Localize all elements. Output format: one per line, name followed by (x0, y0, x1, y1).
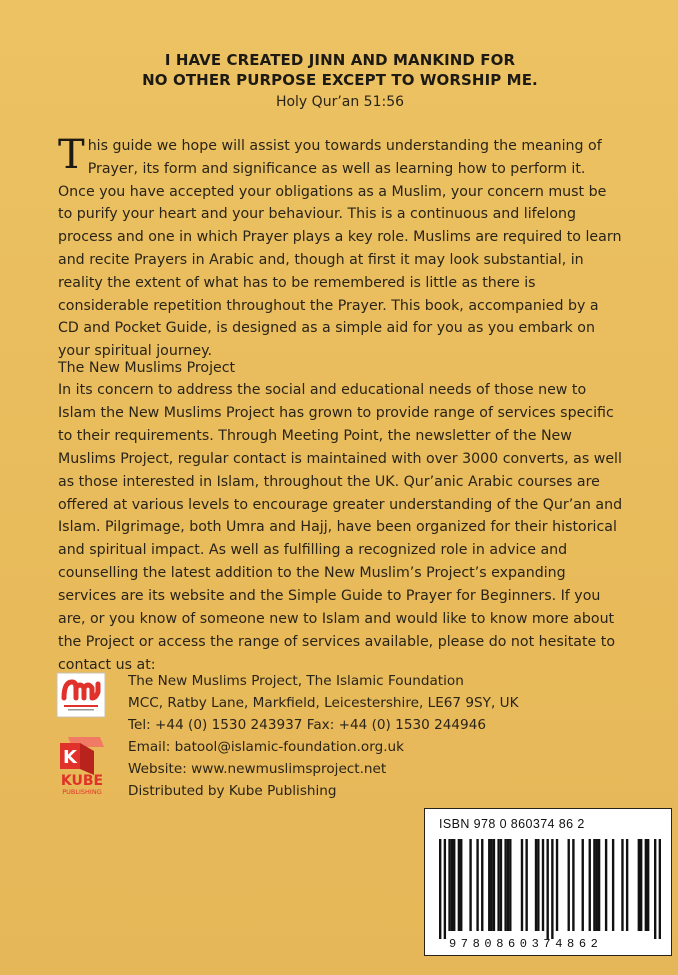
barcode-bar (568, 839, 570, 931)
barcode-bar (645, 839, 647, 931)
contact-distributor: Distributed by Kube Publishing (128, 783, 337, 799)
drop-cap: T (58, 132, 85, 178)
barcode-digits: 9780860374862 (449, 937, 603, 951)
barcode-bar (490, 839, 492, 931)
barcode-bar (439, 839, 441, 939)
barcode-bar (537, 839, 539, 931)
project-heading: The New Muslims Project (58, 360, 236, 376)
contact-block (128, 670, 548, 802)
barcode-bar (638, 839, 640, 931)
barcode-bar (504, 839, 506, 931)
barcode-bar (493, 839, 495, 931)
barcode-bar (525, 839, 527, 931)
barcode-bar (654, 839, 656, 939)
kube-letter: K (63, 747, 77, 768)
kube-sub: PUBLISHING (62, 788, 102, 796)
barcode-bar (647, 839, 649, 931)
contact-org: The New Muslims Project, The Islamic Foundation (128, 673, 464, 689)
barcode-bar (551, 839, 553, 939)
contact-phone: Tel: +44 (0) 1530 243937 Fax: +44 (0) 1530 244946 (128, 717, 486, 733)
barcode-bar (605, 839, 607, 931)
contact-email: Email: batool@islamic-foundation.org.uk (128, 739, 405, 755)
quote-line-1: I HAVE CREATED JINN AND MANKIND FOR (164, 51, 516, 69)
barcode-bar (582, 839, 584, 931)
barcode-bar (521, 839, 523, 931)
intro-text: his guide we hope will assist you towards understanding the meaning of Prayer, its form and significance as well as learning how to perform it. Once you have accepted your obligations as a Muslim, your concern must be to purify your heart and your behaviour. This is a continuous and lifelong process and one in which Prayer plays a key role. Muslims are required to learn and recite Prayers in Arabic and, though at first it may look substantial, in reality the extent of what has to be remembered is little as there is considerable repetition throughout the Prayer. This book, accompanied by a CD and Pocket Guide, is designed as a simple aid for you as you embark on your spiritual journey. (58, 138, 622, 360)
barcode-bar (589, 839, 591, 931)
barcode-bar (659, 839, 661, 939)
quote-reference: Holy Qur’an 51:56 (275, 94, 405, 110)
isbn-label: ISBN 978 0 860374 86 2 (439, 817, 585, 831)
kube-name: KUBE (60, 773, 104, 789)
isbn-barcode-box (424, 808, 672, 956)
barcode-bar (448, 839, 450, 931)
barcode-bar (451, 839, 453, 931)
barcode-bar (621, 839, 623, 931)
barcode-bar (542, 839, 544, 931)
barcode (439, 839, 661, 939)
barcode-bar (453, 839, 455, 931)
kube-publishing-logo (54, 735, 110, 797)
barcode-bar (488, 839, 490, 931)
barcode-bar (596, 839, 598, 931)
barcode-bar (458, 839, 460, 931)
intro-paragraph (58, 132, 623, 363)
barcode-bar (500, 839, 502, 931)
barcode-bar (556, 839, 558, 931)
contact-website: Website: www.newmuslimsproject.net (128, 761, 387, 777)
contact-address: MCC, Ratby Lane, Markfield, Leicestershire, LE67 9SY, UK (128, 695, 519, 711)
barcode-bar (626, 839, 628, 931)
barcode-bar (572, 839, 574, 931)
barcode-bar (509, 839, 511, 931)
barcode-bar (444, 839, 446, 939)
quote-line-2: NO OTHER PURPOSE EXCEPT TO WORSHIP ME. (142, 71, 538, 89)
barcode-bar (546, 839, 548, 939)
barcode-bar (598, 839, 600, 931)
barcode-bar (593, 839, 595, 931)
barcode-bar (497, 839, 499, 931)
barcode-bar (612, 839, 614, 931)
barcode-bar (469, 839, 471, 931)
barcode-bar (460, 839, 462, 931)
quran-quote (80, 50, 600, 112)
barcode-bar (507, 839, 509, 931)
barcode-bar (535, 839, 537, 931)
barcode-bar (640, 839, 642, 931)
barcode-bar (476, 839, 478, 931)
project-paragraph: In its concern to address the social and educational needs of those new to Islam the New Muslims Project has grown to provide range of services specific to their requirements. Through Meeting Point, the newsletter of the New Muslims Project, regular contact is maintained with over 3000 converts, as well as those interested in Islam, throughout the UK. Qur’anic Arabic courses are offered at various levels to encourage greater understanding of the Qur’an and Islam. Pilgrimage, both Umra and Hajj, have been organized for their historical and spiritual impact. As well as fulfilling a recognized role in advice and counselling the latest addition to the New Muslim’s Project’s expanding services are its website and the Simple Guide to Prayer for Beginners. If you are, or you know of someone new to Islam and would like to know more about the Project or access the range of services available, please do not hesitate to contact us at: (58, 382, 623, 673)
barcode-bar (481, 839, 483, 931)
new-muslims-project-logo (56, 672, 106, 718)
